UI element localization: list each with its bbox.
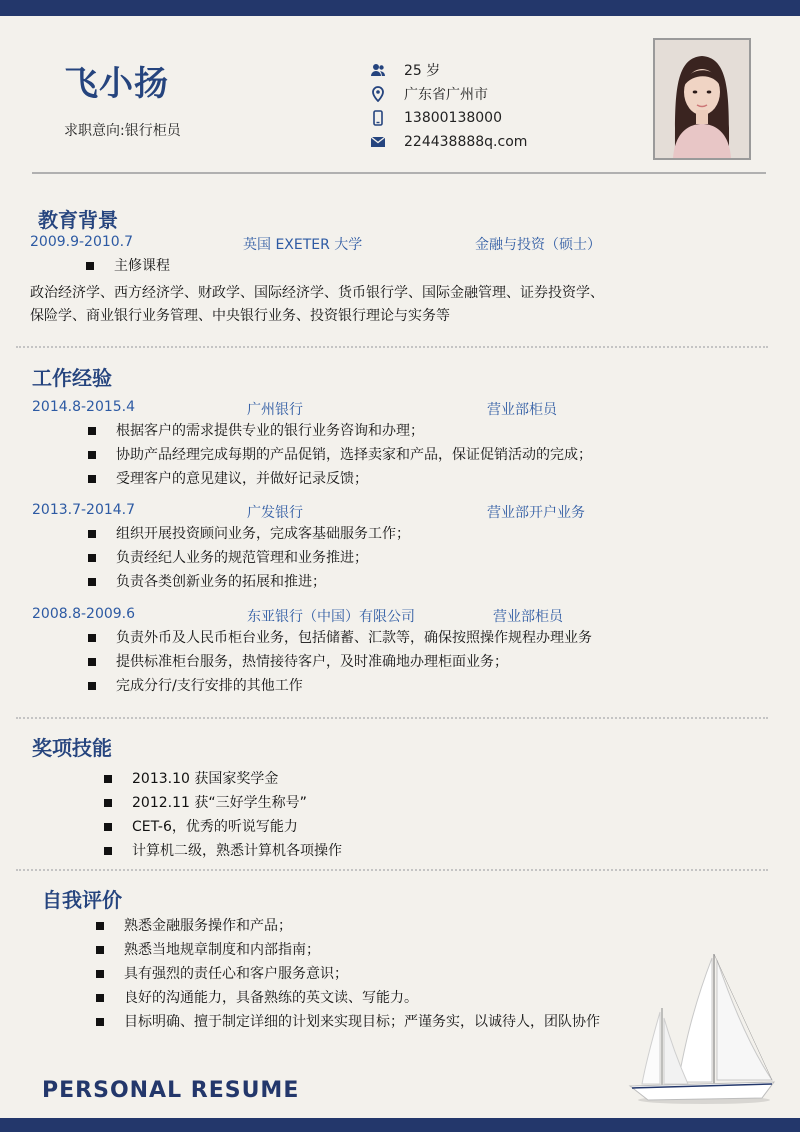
courses-line-2: 保险学、商业银行业务管理、中央银行业务、投资银行理论与实务等 — [30, 308, 450, 324]
education-row — [0, 234, 800, 254]
contact-age — [370, 58, 527, 82]
list-item: 负责各类创新业务的拓展和推进； — [88, 570, 410, 594]
list-item: 良好的沟通能力，具备熟练的英文读、写能力。 — [96, 986, 600, 1010]
sailboat-image — [622, 950, 782, 1112]
job-role: 营业部柜员 — [493, 609, 563, 625]
contact-phone — [370, 106, 527, 130]
list-item: 目标明确、擅于制定详细的计划来实现目标；严谨务实，以诚待人，团队协作 — [96, 1010, 600, 1034]
job-duties-2 — [88, 522, 410, 594]
envelope-icon — [370, 134, 386, 150]
education-school: 英国 EXETER 大学 — [243, 237, 363, 253]
age-text: 25 岁 — [404, 63, 441, 79]
job-company: 广发银行 — [247, 505, 303, 521]
list-item: 具有强烈的责任心和客户服务意识； — [96, 962, 600, 986]
contact-location — [370, 82, 527, 106]
list-item: CET-6，优秀的听说写能力 — [104, 815, 342, 839]
job-duties-3 — [88, 626, 592, 698]
education-degree: 金融与投资（硕士） — [475, 237, 601, 253]
footer-title: PERSONAL RESUME — [42, 1078, 300, 1103]
list-item: 根据客户的需求提供专业的银行业务咨询和办理； — [88, 419, 592, 443]
section-title-self: 自我评价 — [42, 888, 122, 912]
section-divider — [16, 717, 768, 719]
list-item: 负责外币及人民币柜台业务，包括储蓄、汇款等，确保按照操作规程办理业务 — [88, 626, 592, 650]
list-item: 主修课程 — [86, 254, 170, 278]
phone-text[interactable]: 13800138000 — [404, 110, 502, 126]
list-item: 协助产品经理完成每期的产品促销，选择卖家和产品，保证促销活动的完成； — [88, 443, 592, 467]
candidate-name: 飞小扬 — [64, 64, 169, 104]
list-item: 提供标准柜台服务，热情接待客户，及时准确地办理柜面业务； — [88, 650, 592, 674]
profile-photo — [653, 38, 751, 160]
top-bar — [0, 0, 800, 16]
job-company: 广州银行 — [247, 402, 303, 418]
section-divider — [16, 869, 768, 871]
job-row-1 — [0, 399, 800, 419]
job-role: 营业部柜员 — [487, 402, 557, 418]
job-period: 2008.8-2009.6 — [32, 606, 136, 622]
job-period: 2013.7-2014.7 — [32, 502, 136, 518]
job-row-2 — [0, 502, 800, 522]
contact-info — [370, 58, 527, 154]
job-company: 东亚银行（中国）有限公司 — [247, 609, 415, 625]
location-text: 广东省广州市 — [404, 87, 488, 103]
awards-list — [104, 767, 342, 863]
list-item: 负责经纪人业务的规范管理和业务推进； — [88, 546, 410, 570]
bottom-bar — [0, 1118, 800, 1132]
list-item: 熟悉金融服务操作和产品； — [96, 914, 600, 938]
people-icon — [370, 62, 386, 78]
list-item: 2012.11 获“三好学生称号” — [104, 791, 342, 815]
job-role: 营业部开户业务 — [487, 505, 585, 521]
contact-email — [370, 130, 527, 154]
email-text[interactable]: 224438888q.com — [404, 134, 528, 150]
job-duties-1 — [88, 419, 592, 491]
job-row-3 — [0, 606, 800, 626]
mobile-phone-icon — [370, 110, 386, 126]
list-item: 受理客户的意见建议，并做好记录反馈； — [88, 467, 592, 491]
header-divider — [32, 172, 766, 174]
section-title-education: 教育背景 — [38, 208, 118, 232]
section-title-work: 工作经验 — [32, 366, 112, 390]
section-divider — [16, 346, 768, 348]
courses-heading-list — [86, 254, 170, 278]
list-item: 组织开展投资顾问业务，完成客基础服务工作； — [88, 522, 410, 546]
list-item: 完成分行/支行安排的其他工作 — [88, 674, 592, 698]
self-evaluation-list — [96, 914, 600, 1034]
list-item: 熟悉当地规章制度和内部指南； — [96, 938, 600, 962]
list-item: 2013.10 获国家奖学金 — [104, 767, 342, 791]
job-period: 2014.8-2015.4 — [32, 399, 136, 415]
job-intent: 求职意向:银行柜员 — [64, 123, 181, 139]
courses-line-1: 政治经济学、西方经济学、财政学、国际经济学、货币银行学、国际金融管理、证券投资学、 — [30, 285, 604, 301]
section-title-awards: 奖项技能 — [32, 736, 112, 760]
location-pin-icon — [370, 86, 386, 102]
education-period: 2009.9-2010.7 — [30, 234, 134, 250]
list-item: 计算机二级，熟悉计算机各项操作 — [104, 839, 342, 863]
